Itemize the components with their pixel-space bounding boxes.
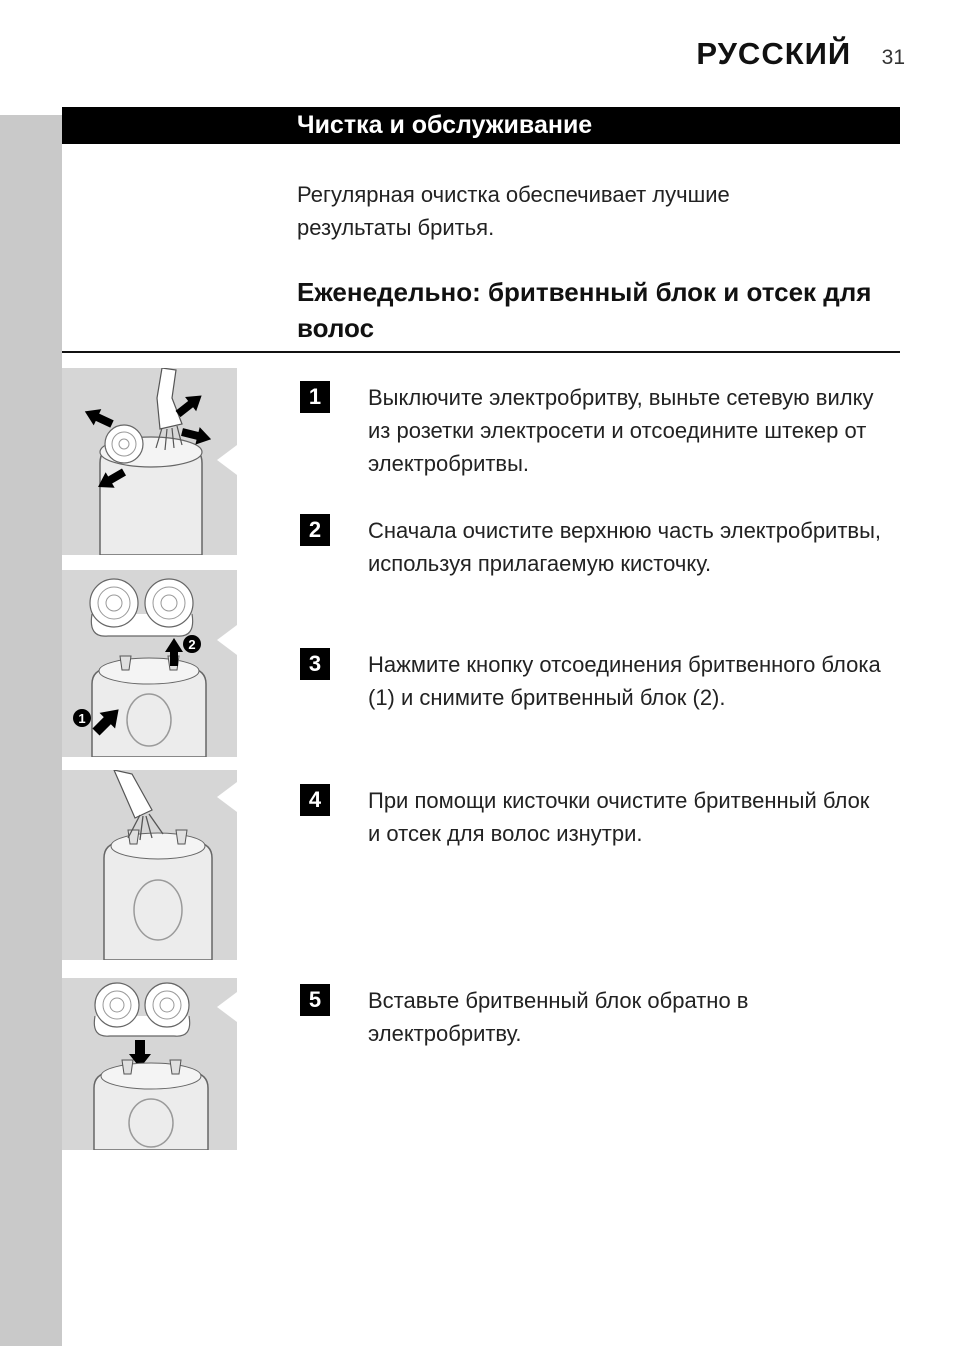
shaver-top-brush-cleaning-icon — [62, 368, 237, 555]
language-title: РУССКИЙ — [696, 36, 852, 71]
shaver-head-reattach-icon — [62, 978, 237, 1150]
left-margin-band — [0, 115, 62, 1346]
step-5 — [300, 984, 900, 1064]
figure-3-notch — [217, 782, 237, 812]
step-2-number-badge: 2 — [300, 514, 330, 546]
figure-4 — [62, 978, 237, 1150]
page-number: 31 — [881, 46, 905, 69]
figure-3 — [62, 770, 237, 960]
step-1-text: Выключите электробритву, выньте сетевую вилку из розетки электросети и отсоедините штекер от электробритвы. — [368, 385, 874, 476]
step-3-text: Нажмите кнопку отсоединения бритвенного блока (1) и снимите бритвенный блок (2). — [368, 652, 881, 710]
section-title-bar — [62, 107, 900, 144]
section-title: Чистка и обслуживание — [297, 111, 593, 139]
shaver-brush-inside-icon — [62, 770, 237, 960]
step-4 — [300, 784, 900, 894]
step-4-text: При помощи кисточки очистите бритвенный блок и отсек для волос изнутри. — [368, 788, 870, 846]
figure-1-notch — [217, 445, 237, 475]
step-1 — [300, 381, 900, 491]
figure-2 — [62, 570, 237, 757]
step-5-text: Вставьте бритвенный блок обратно в электробритву. — [368, 988, 749, 1046]
intro-paragraph: Регулярная очистка обеспечивает лучшие результаты бритья. — [297, 182, 730, 240]
step-3-number-badge: 3 — [300, 648, 330, 680]
figure-2-notch — [217, 625, 237, 655]
step-2-text: Сначала очистите верхнюю часть электробритвы, используя прилагаемую кисточку. — [368, 518, 882, 576]
figure-2-marker-1: 1 — [78, 711, 86, 726]
weekly-subheading: Еженедельно: бритвенный блок и отсек для волос — [297, 277, 872, 343]
section-divider — [62, 351, 900, 353]
step-5-number-badge: 5 — [300, 984, 330, 1016]
figure-2-marker-2: 2 — [188, 637, 196, 652]
step-3 — [300, 648, 900, 758]
page-header — [0, 36, 905, 72]
figure-1 — [62, 368, 237, 555]
step-1-number-badge: 1 — [300, 381, 330, 413]
figure-4-notch — [217, 992, 237, 1022]
step-2 — [300, 514, 900, 624]
shaver-head-release-icon — [62, 570, 237, 757]
step-4-number-badge: 4 — [300, 784, 330, 816]
